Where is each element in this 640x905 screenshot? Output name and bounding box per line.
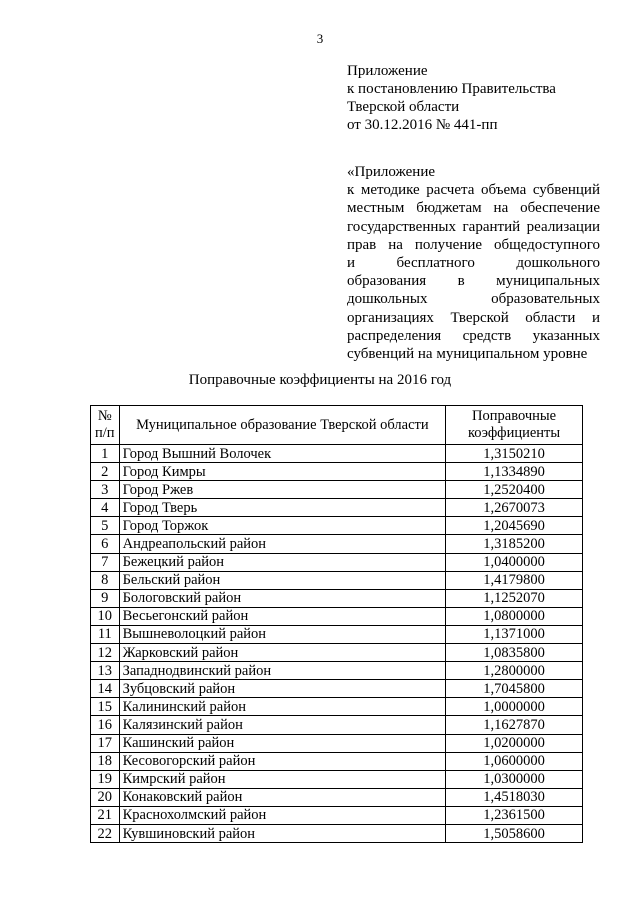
table-row bbox=[91, 716, 583, 734]
table-row bbox=[91, 607, 583, 625]
row-municipality: Город Кимры bbox=[119, 463, 446, 481]
methodology-appendix-block bbox=[347, 163, 600, 363]
row-coefficient: 1,3185200 bbox=[446, 535, 583, 553]
methodology-line: «Приложение bbox=[347, 164, 436, 180]
row-coefficient: 1,2361500 bbox=[446, 806, 583, 824]
row-coefficient: 1,1252070 bbox=[446, 589, 583, 607]
row-municipality: Краснохолмский район bbox=[119, 806, 446, 824]
appendix-header-line: к постановлению Правительства bbox=[347, 81, 556, 97]
row-coefficient: 1,2670073 bbox=[446, 499, 583, 517]
methodology-line: образования в муниципальных bbox=[347, 273, 600, 290]
row-coefficient: 1,0800000 bbox=[446, 607, 583, 625]
row-coefficient: 1,2520400 bbox=[446, 481, 583, 499]
row-municipality: Западнодвинский район bbox=[119, 662, 446, 680]
row-number: 18 bbox=[91, 752, 120, 770]
row-coefficient: 1,3150210 bbox=[446, 445, 583, 463]
row-coefficient: 1,7045800 bbox=[446, 680, 583, 698]
row-municipality: Бологовский район bbox=[119, 589, 446, 607]
row-number: 16 bbox=[91, 716, 120, 734]
appendix-header bbox=[347, 62, 607, 134]
table-body bbox=[91, 445, 583, 843]
table-row bbox=[91, 571, 583, 589]
row-coefficient: 1,0835800 bbox=[446, 644, 583, 662]
row-number: 17 bbox=[91, 734, 120, 752]
methodology-line: дошкольных образовательных bbox=[347, 291, 600, 308]
table-row bbox=[91, 553, 583, 571]
row-municipality: Калининский район bbox=[119, 698, 446, 716]
row-municipality: Город Торжок bbox=[119, 517, 446, 535]
header-num: № п/п bbox=[91, 406, 120, 445]
table-row bbox=[91, 535, 583, 553]
table-row bbox=[91, 463, 583, 481]
row-number: 21 bbox=[91, 806, 120, 824]
row-municipality: Кувшиновский район bbox=[119, 824, 446, 842]
row-coefficient: 1,0200000 bbox=[446, 734, 583, 752]
methodology-line: прав на получение общедоступного bbox=[347, 236, 600, 253]
table-row bbox=[91, 770, 583, 788]
row-number: 2 bbox=[91, 463, 120, 481]
row-coefficient: 1,0600000 bbox=[446, 752, 583, 770]
table-row bbox=[91, 625, 583, 643]
appendix-header-line: Приложение bbox=[347, 63, 428, 79]
row-coefficient: 1,0400000 bbox=[446, 553, 583, 571]
row-coefficient: 1,5058600 bbox=[446, 824, 583, 842]
row-number: 10 bbox=[91, 607, 120, 625]
table-row bbox=[91, 644, 583, 662]
row-municipality: Город Тверь bbox=[119, 499, 446, 517]
row-number: 9 bbox=[91, 589, 120, 607]
methodology-line: и бесплатного дошкольного bbox=[347, 255, 600, 272]
row-number: 19 bbox=[91, 770, 120, 788]
methodology-line: субвенций на муниципальном уровне bbox=[347, 346, 588, 363]
row-municipality: Кимрский район bbox=[119, 770, 446, 788]
row-number: 6 bbox=[91, 535, 120, 553]
row-municipality: Бежецкий район bbox=[119, 553, 446, 571]
row-municipality: Весьегонский район bbox=[119, 607, 446, 625]
table-header-row bbox=[91, 406, 583, 445]
row-coefficient: 1,2045690 bbox=[446, 517, 583, 535]
row-municipality: Калязинский район bbox=[119, 716, 446, 734]
table-row bbox=[91, 788, 583, 806]
table-row bbox=[91, 734, 583, 752]
table-row bbox=[91, 517, 583, 535]
methodology-line: распределения средств указанных bbox=[347, 327, 600, 344]
table-row bbox=[91, 445, 583, 463]
row-number: 11 bbox=[91, 625, 120, 643]
table-title: Поправочные коэффициенты на 2016 год bbox=[188, 372, 452, 388]
row-number: 15 bbox=[91, 698, 120, 716]
row-municipality: Город Ржев bbox=[119, 481, 446, 499]
row-coefficient: 1,0300000 bbox=[446, 770, 583, 788]
row-number: 20 bbox=[91, 788, 120, 806]
page-number: 3 bbox=[316, 31, 324, 46]
table-row bbox=[91, 752, 583, 770]
row-number: 7 bbox=[91, 553, 120, 571]
row-number: 14 bbox=[91, 680, 120, 698]
row-number: 3 bbox=[91, 481, 120, 499]
row-number: 8 bbox=[91, 571, 120, 589]
header-municipality: Муниципальное образование Тверской области bbox=[119, 406, 446, 445]
row-coefficient: 1,1371000 bbox=[446, 625, 583, 643]
row-municipality: Кесовогорский район bbox=[119, 752, 446, 770]
row-coefficient: 1,0000000 bbox=[446, 698, 583, 716]
row-number: 22 bbox=[91, 824, 120, 842]
row-coefficient: 1,2800000 bbox=[446, 662, 583, 680]
header-coefficient: Поправочные коэффициенты bbox=[446, 406, 583, 445]
table-row bbox=[91, 698, 583, 716]
appendix-header-line: Тверской области bbox=[347, 99, 460, 115]
table-row bbox=[91, 680, 583, 698]
row-number: 12 bbox=[91, 644, 120, 662]
row-municipality: Конаковский район bbox=[119, 788, 446, 806]
row-coefficient: 1,4179800 bbox=[446, 571, 583, 589]
table-row bbox=[91, 499, 583, 517]
row-number: 4 bbox=[91, 499, 120, 517]
row-municipality: Вышневолоцкий район bbox=[119, 625, 446, 643]
row-municipality: Жарковский район bbox=[119, 644, 446, 662]
table-row bbox=[91, 589, 583, 607]
row-number: 1 bbox=[91, 445, 120, 463]
table-row bbox=[91, 662, 583, 680]
row-number: 13 bbox=[91, 662, 120, 680]
table-row bbox=[91, 824, 583, 842]
row-coefficient: 1,4518030 bbox=[446, 788, 583, 806]
table-row bbox=[91, 481, 583, 499]
methodology-line: к методике расчета объема субвенций bbox=[347, 182, 600, 199]
methodology-line: организациях Тверской области и bbox=[347, 309, 600, 326]
row-municipality: Бельский район bbox=[119, 571, 446, 589]
coefficients-table bbox=[90, 405, 583, 843]
appendix-header-line: от 30.12.2016 № 441-пп bbox=[347, 117, 498, 133]
table-row bbox=[91, 806, 583, 824]
row-municipality: Андреапольский район bbox=[119, 535, 446, 553]
row-coefficient: 1,1334890 bbox=[446, 463, 583, 481]
row-municipality: Зубцовский район bbox=[119, 680, 446, 698]
row-coefficient: 1,1627870 bbox=[446, 716, 583, 734]
row-number: 5 bbox=[91, 517, 120, 535]
methodology-line: местным бюджетам на обеспечение bbox=[347, 200, 600, 217]
row-municipality: Город Вышний Волочек bbox=[119, 445, 446, 463]
row-municipality: Кашинский район bbox=[119, 734, 446, 752]
methodology-line: государственных гарантий реализации bbox=[347, 218, 600, 235]
